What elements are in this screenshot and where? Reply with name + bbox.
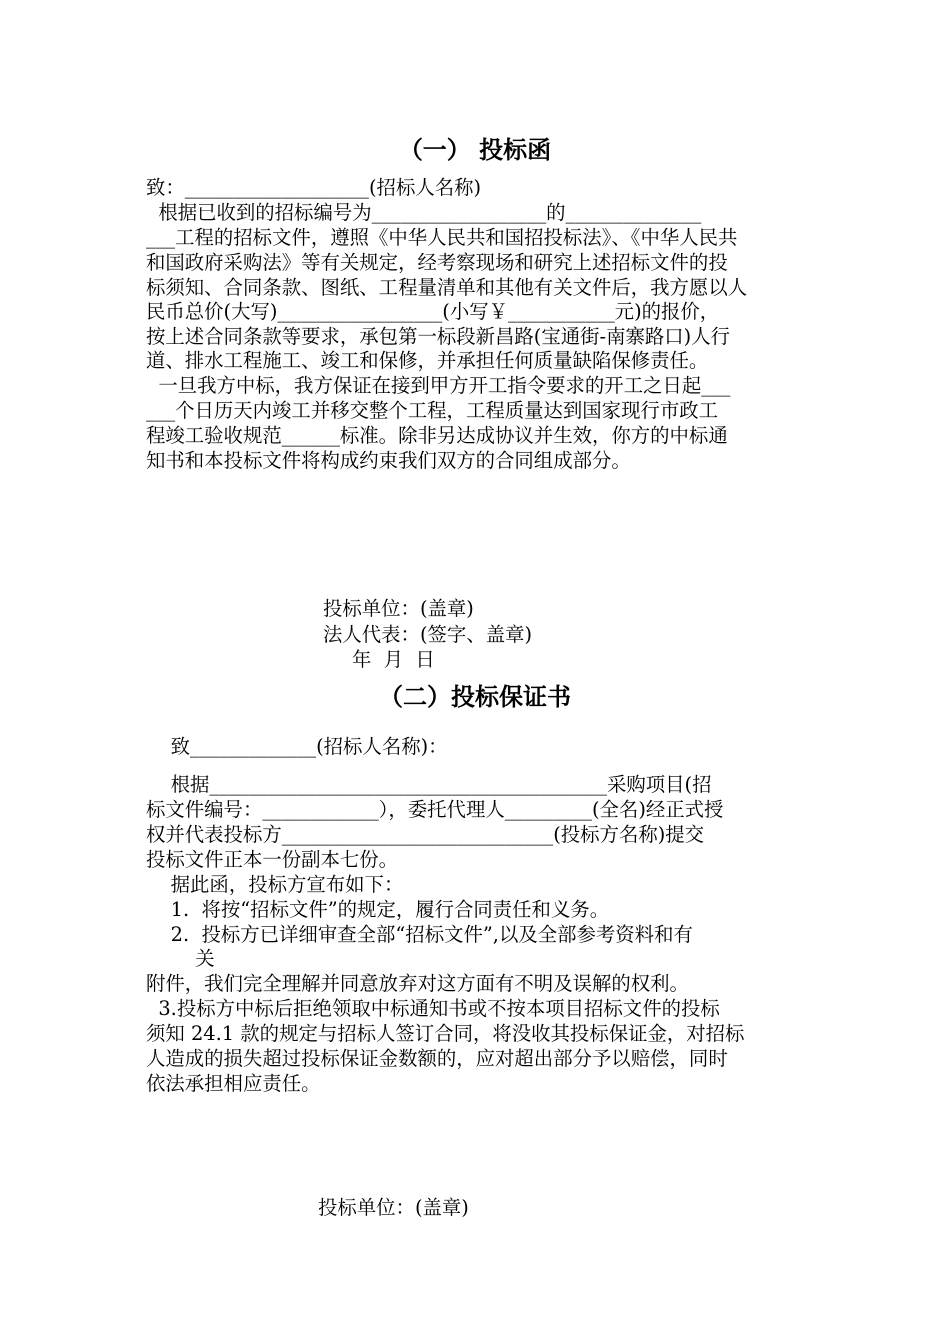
text-line: 根据已收到的招标编号为__________________的______________	[146, 201, 702, 224]
bidder-unit-label: 投标单位：(盖章)	[323, 597, 474, 620]
text-line: ___个日历天内竣工并移交整个工程，工程质量达到国家现行市政工	[146, 399, 719, 422]
text-line: 致_____________(招标人名称)：	[146, 735, 448, 758]
text-line: 致：___________________(招标人名称)	[146, 176, 482, 199]
legal-rep-label: 法人代表：(签字、盖章)	[323, 623, 533, 646]
section2-title: （二）投标保证书	[379, 682, 571, 711]
text-line: 和国政府采购法》等有关规定，经考察现场和研究上述招标文件的投	[146, 251, 728, 274]
text-line: 据此函，投标方宣布如下：	[146, 873, 404, 896]
text-line: ___工程的招标文件，遵照《中华人民共和国招投标法》、《中华人民共	[146, 226, 738, 249]
list-item: 关	[146, 947, 215, 970]
text-line: 一旦我方中标，我方保证在接到甲方开工指令要求的开工之日起___	[146, 374, 731, 397]
text-line: 投标文件正本一份副本七份。	[146, 848, 399, 871]
text-line: 依法承担相应责任。	[146, 1072, 321, 1095]
text-line: 人造成的损失超过投标保证金数额的，应对超出部分予以赔偿，同时	[146, 1047, 728, 1070]
text-line: 道、排水工程施工、竣工和保修，并承担任何质量缺陷保修责任。	[146, 349, 709, 372]
text-line: 按上述合同条款等要求，承包第一标段新昌路(宝通街-南寨路口)人行	[146, 325, 731, 348]
text-line: 须知 24.1 款的规定与招标人签订合同，将没收其投标保证金，对招标	[146, 1022, 745, 1045]
text-line: 标文件编号：____________），委托代理人_________(全名)经正式授	[146, 798, 724, 821]
section1-title: （一） 投标函	[398, 135, 552, 164]
list-item: 2. 投标方已详细审查全部“招标文件”,以及全部参考资料和有	[146, 923, 693, 946]
text-line: 附件，我们完全理解并同意放弃对这方面有不明及误解的权利。	[146, 972, 689, 995]
text-line: 权并代表投标方____________________________(投标方名称)提交	[146, 823, 705, 846]
bidder-unit-label: 投标单位：(盖章)	[318, 1196, 469, 1219]
date-label: 年 月 日	[352, 648, 435, 671]
list-item: 3.投标方中标后拒绝领取中标通知书或不按本项目招标文件的投标	[146, 997, 720, 1020]
text-line: 知书和本投标文件将构成约束我们双方的合同组成部分。	[146, 449, 631, 472]
text-line: 民币总价(大写)_________________(小写￥___________元)的报价，	[146, 300, 720, 323]
text-line: 标须知、合同条款、图纸、工程量清单和其他有关文件后，我方愿以人	[146, 276, 748, 299]
list-item: 1. 将按“招标文件”的规定，履行合同责任和义务。	[146, 898, 610, 921]
text-line: 根据_________________________________________采购项目(招	[146, 773, 712, 796]
text-line: 程竣工验收规范______标准。除非另达成协议并生效，你方的中标通	[146, 424, 728, 447]
